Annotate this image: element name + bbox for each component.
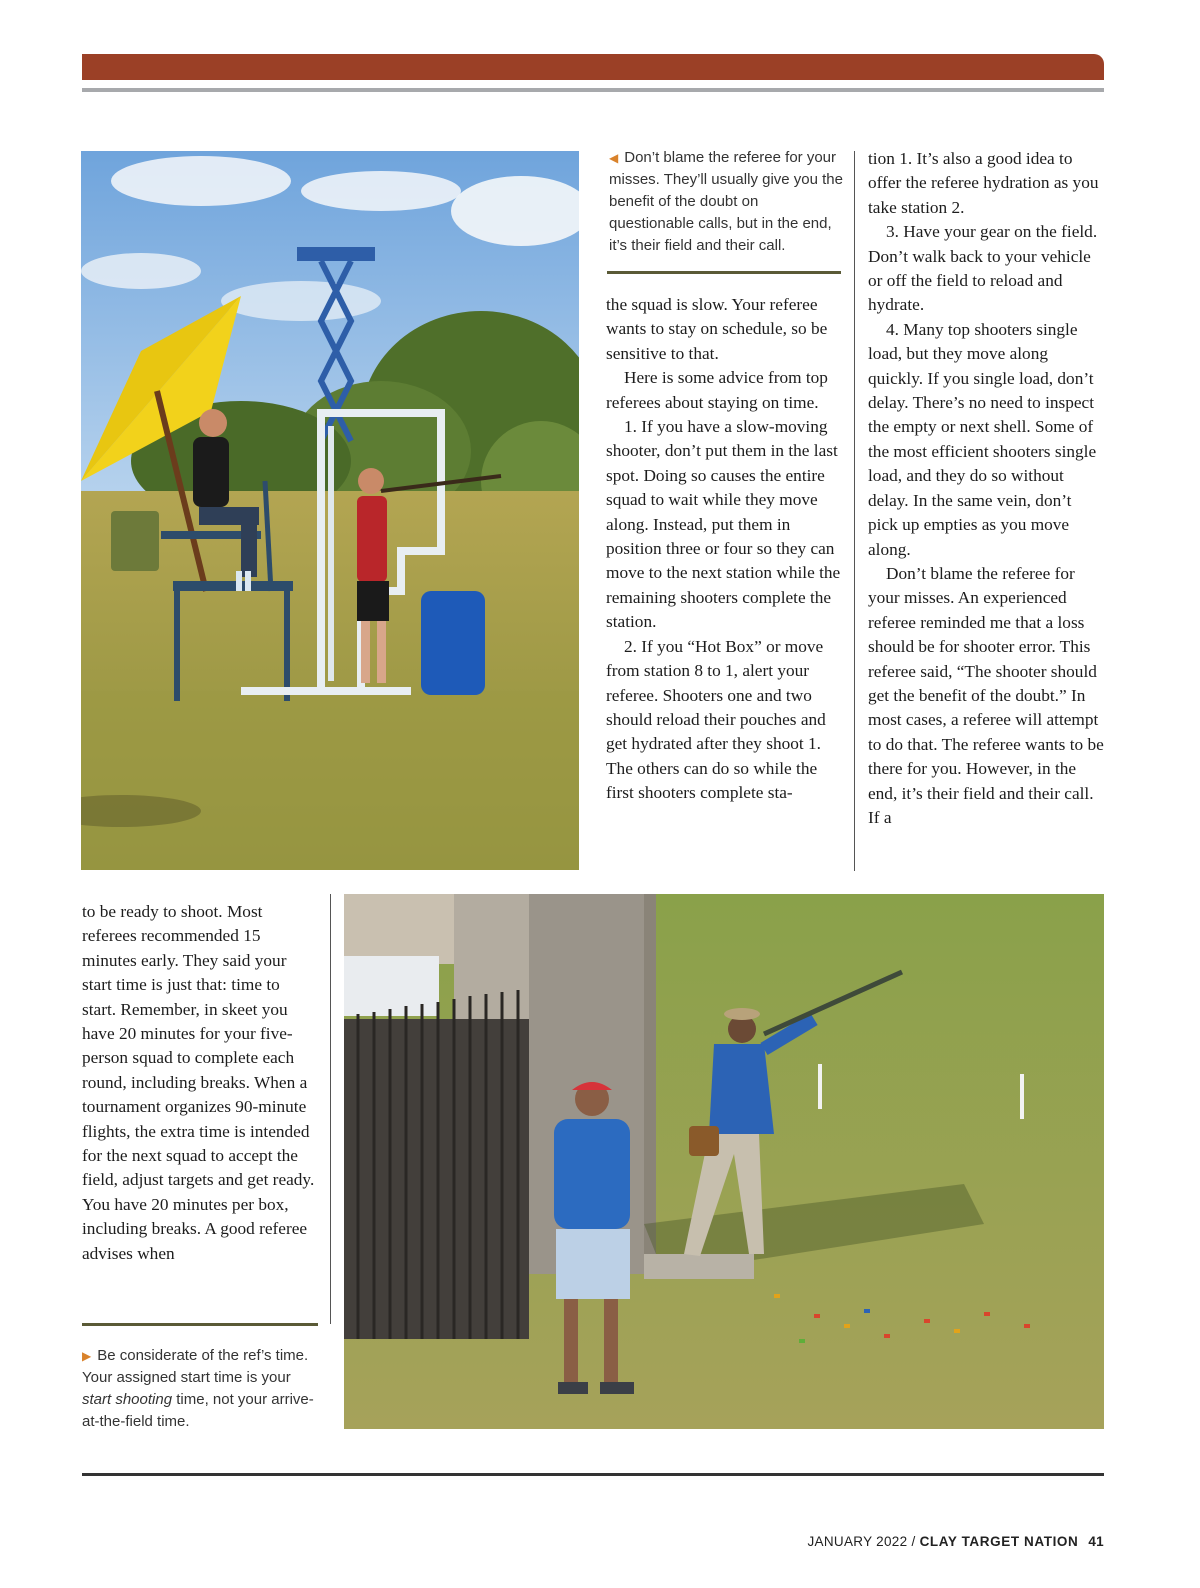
caption-text-italic: start shooting [82,1391,173,1408]
header-rule [82,88,1104,92]
caption-text: Don’t blame the referee for your misses. They’ll usually give you the benefit of the doubt on questionable calls, but in the end, it’s their field and their call. [609,149,843,254]
page-number: 41 [1088,1534,1104,1549]
column-divider [330,894,331,1324]
footer-rule [82,1473,1104,1476]
page-footer [808,1534,1105,1549]
paragraph: 1. If you have a slow-moving shooter, don’t put them in the last spot. Doing so causes the entire squad to wait while they move along. Instead, put them in position three or four so they can move to the next station while the remaining shooters complete the station. [606,417,841,632]
caption-text: time, not your arrive-at-the-field time. [82,1391,314,1430]
footer-separator: / [907,1534,920,1549]
article-column-right [868,147,1104,830]
paragraph: 2. If you “Hot Box” or move from station 8 to 1, alert your referee. Shooters one and two should reload their pouches and get hydrated after they shoot 1. The others can do so while the first shooters complete sta- [606,636,826,803]
caption-referee-time [82,1345,318,1433]
article-column-middle [606,293,842,806]
paragraph: to be ready to shoot. Most referees recommended 15 minutes early. They said your start time is just that: time to start. Remember, in skeet you have 20 minutes for your five-person squad to complete each round, including breaks. When a tournament organizes 90-minute flights, the extra time is intended for the next squad to accept the field, adjust targets and get ready. You have 20 minutes per box, including breaks. A good referee advises when [82,902,315,1263]
caption-text: Be considerate of the ref’s time. Your assigned start time is your [82,1347,309,1386]
magazine-name: CLAY TARGET NATION [919,1534,1079,1549]
caption-rule-top [607,271,841,274]
paragraph: tion 1. It’s also a good idea to offer the referee hydration as you take station 2. [868,149,1099,217]
column-divider [854,151,855,871]
paragraph: 3. Have your gear on the field. Don’t walk back to your vehicle or off the field to reload and hydrate. [868,222,1098,315]
paragraph: Don’t blame the referee for your misses. An experienced referee reminded me that a loss should be for shooter error. This referee said, “The shooter should get the benefit of the doubt.” In most cases, a referee will attempt to do that. The referee wants to be there for you. However, in the end, it’s their field and their call. If a [868,563,1104,827]
header-banner [82,54,1104,80]
paragraph: 4. Many top shooters single load, but they move along quickly. If you single load, don’t delay. There’s no need to inspect the empty or next shell. Some of the most efficient shooters single load, and they do so without delay. In the same vein, don’t pick up empties as you move along. [868,319,1097,559]
photo-referee-watching-shooter [344,894,1104,1429]
article-column-left [82,900,318,1266]
left-arrow-icon: ◀ [609,151,619,165]
photo-referee-with-young-shooter [81,151,579,870]
paragraph: the squad is slow. Your referee wants to stay on schedule, so be sensitive to that. [606,295,828,363]
caption-referee-misses [609,147,843,257]
right-arrow-icon: ▶ [82,1349,92,1363]
issue-date: JANUARY 2022 [807,1534,908,1549]
paragraph: Here is some advice from top referees about staying on time. [606,368,828,412]
caption-rule-bottom [82,1323,318,1326]
